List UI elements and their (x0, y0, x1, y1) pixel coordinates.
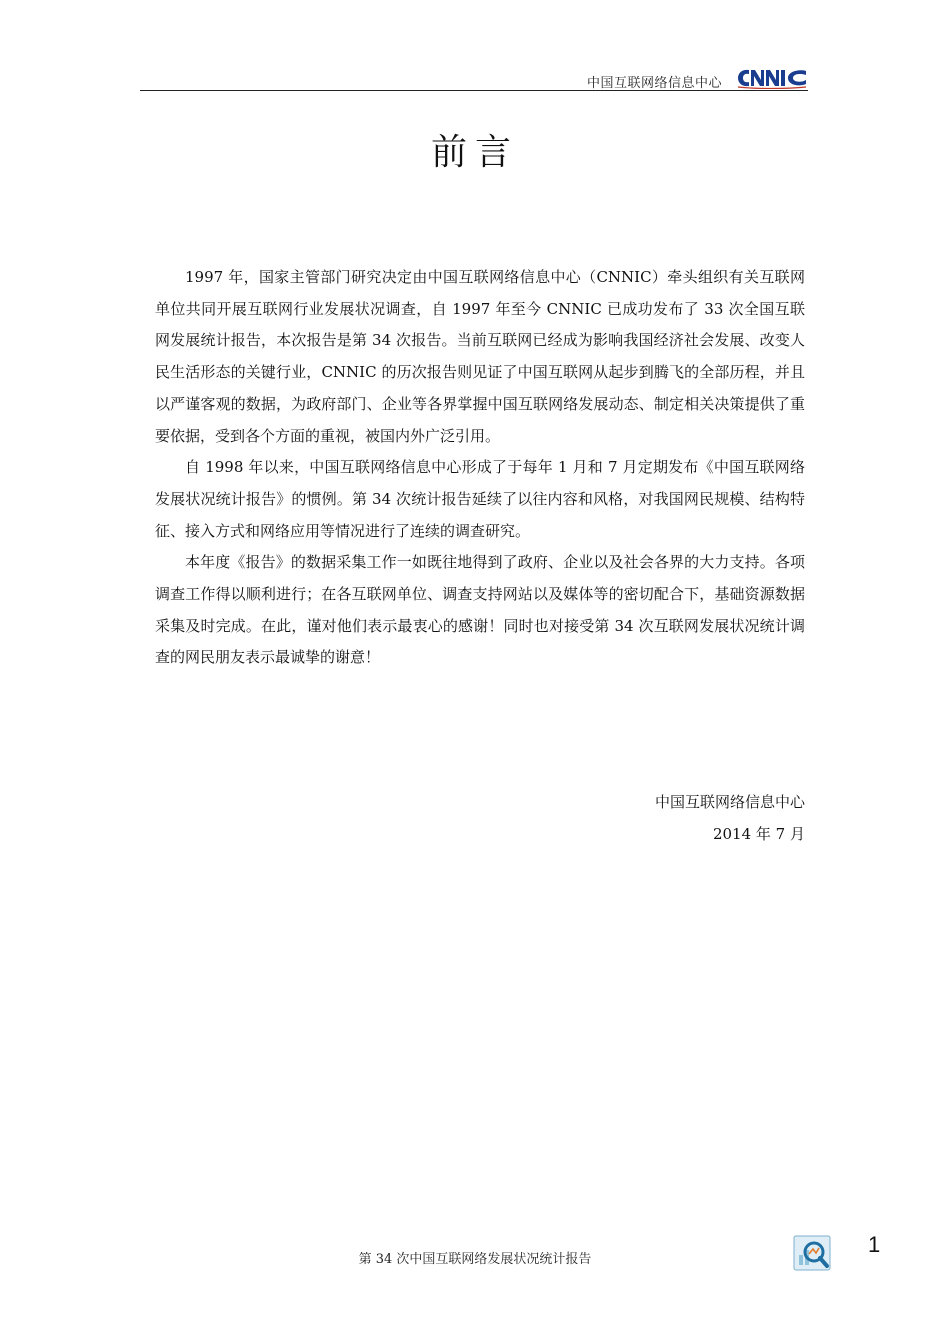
magnifier-chart-icon (793, 1235, 831, 1271)
page-header (140, 66, 808, 91)
cnnic-logo (736, 67, 808, 89)
page-number: 1 (868, 1232, 881, 1257)
paragraph-2: 自 1998 年以来，中国互联网络信息中心形成了于每年 1 月和 7 月定期发布《中国互联网络发展状况统计报告》的惯例。第 34 次统计报告延续了以往内容和风格，对我国网民规模、结构特征、接入方式和网络应用等情况进行了连续的调查研究。 (155, 458, 805, 540)
header-org-name: 中国互联网络信息中心 (586, 76, 722, 91)
preface-body (155, 262, 805, 674)
paragraph-3: 本年度《报告》的数据采集工作一如既往地得到了政府、企业以及社会各界的大力支持。各项调查工作得以顺利进行；在各互联网单位、调查支持网站以及媒体等的密切配合下，基础资源数据采集及时完成。在此，谨对他们表示最衷心的感谢！同时也对接受第 34 次互联网发展状况统计调查的网民朋友表示最诚挚的谢意！ (155, 553, 805, 667)
signature-date: 2014 年 7 月 (712, 825, 805, 843)
paragraph-1: 1997 年，国家主管部门研究决定由中国互联网络信息中心（CNNIC）牵头组织有关互联网单位共同开展互联网行业发展状况调查，自 1997 年至今 CNNIC 已成功发布了 33 次全国互联网发展统计报告，本次报告是第 34 次报告。当前互联网已经成为影响我国经济社会发展、改变人民生活形态的关键行业，CNNIC 的历次报告则见证了中国互联网从起步到腾飞的全部历程，并且以严谨客观的数据，为政府部门、企业等各界掌握中国互联网络发展动态、制定相关决策提供了重要依据，受到各个方面的重视，被国内外广泛引用。 (155, 268, 805, 445)
footer-report-title: 第 34 次中国互联网络发展状况统计报告 (358, 1252, 592, 1267)
page-title: 前言 (430, 132, 519, 173)
signature-block (655, 786, 805, 850)
signature-org: 中国互联网络信息中心 (654, 793, 805, 811)
